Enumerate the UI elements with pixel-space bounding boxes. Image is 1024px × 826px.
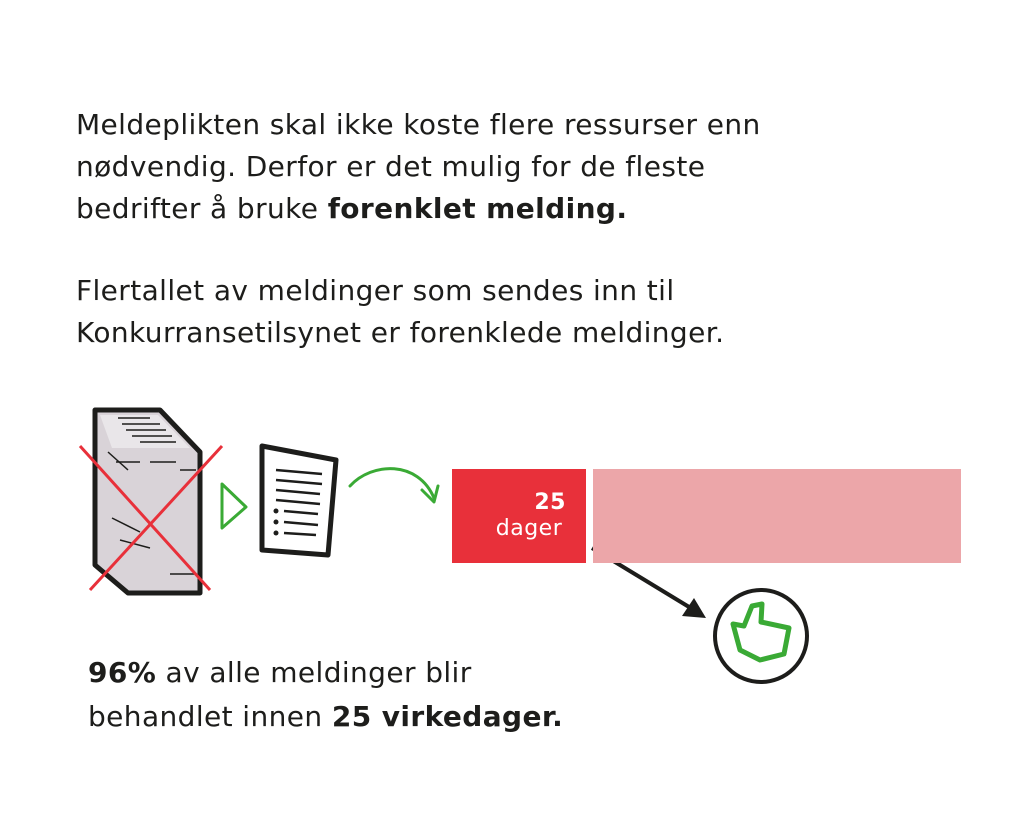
form-document-icon — [262, 446, 336, 555]
stat-paragraph — [88, 651, 688, 739]
stat-text-1: av alle meldinger blir — [156, 656, 472, 689]
play-arrow-icon — [222, 484, 246, 528]
stat-percent: 96% — [88, 656, 157, 689]
intro-line-3: bedrifter å bruke — [76, 192, 328, 225]
stat-text-2: behandlet innen — [88, 700, 332, 733]
curved-arrow-icon — [350, 469, 438, 502]
thumbs-up-icon — [715, 590, 807, 682]
intro-line-1: Meldeplikten skal ikke koste flere ressurser enn — [76, 108, 761, 141]
stat-days: 25 virkedager. — [331, 700, 564, 733]
intro-line-2: nødvendig. Derfor er det mulig for de fleste — [76, 150, 706, 183]
bar-value: 25 — [534, 490, 566, 515]
bar-label — [452, 490, 576, 542]
processing-time-bar-remaining — [593, 469, 961, 563]
bar-unit: dager — [495, 516, 563, 541]
majority-line-2: Konkurransetilsynet er forenklede meldinger. — [76, 316, 725, 349]
crossed-document-stack-icon — [80, 410, 222, 593]
majority-line-1: Flertallet av meldinger som sendes inn til — [76, 274, 675, 307]
intro-bold-term: forenklet melding. — [327, 192, 628, 225]
